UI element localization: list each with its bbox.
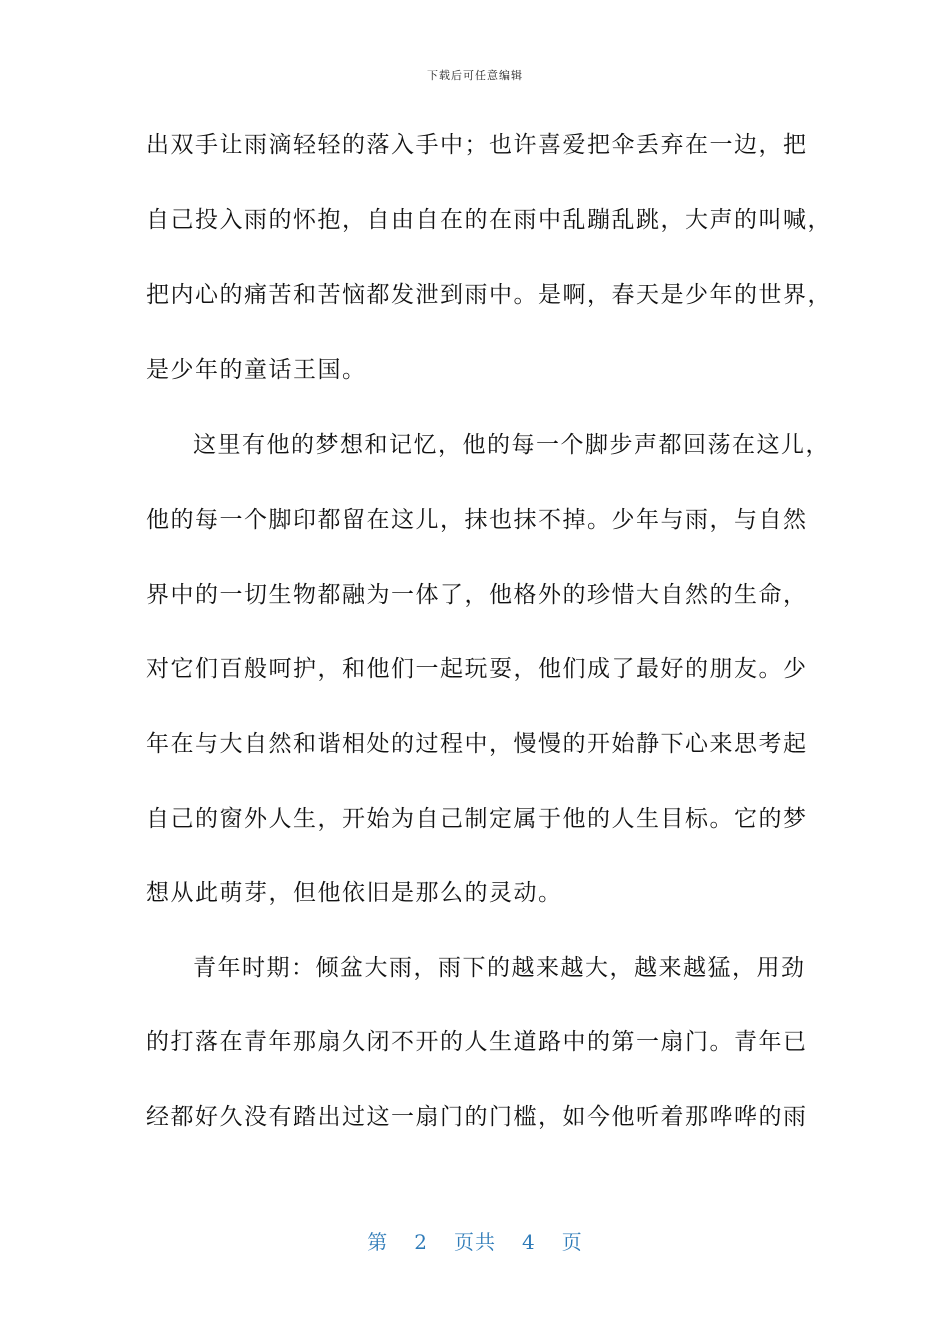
text-line: 自己的窗外人生，开始为自己制定属于他的人生目标。它的梦 [146, 806, 808, 832]
text-line: 对它们百般呵护，和他们一起玩耍，他们成了最好的朋友。少 [146, 656, 808, 682]
text-line: 这里有他的梦想和记忆，他的每一个脚步声都回荡在这儿， [193, 432, 830, 458]
text-line: 出双手让雨滴轻轻的落入手中；也许喜爱把伞丢弃在一边，把 [146, 132, 808, 158]
text-line: 把内心的痛苦和苦恼都发泄到雨中。是啊，春天是少年的世界， [146, 282, 832, 308]
page-total: 4 [522, 1230, 536, 1254]
header-note: 下载后可任意编辑 [427, 69, 523, 82]
text-line: 的打落在青年那扇久闭不开的人生道路中的第一扇门。青年已 [146, 1029, 808, 1055]
page-prefix: 第 [367, 1230, 389, 1254]
text-line: 他的每一个脚印都留在这儿，抹也抹不掉。少年与雨，与自然 [146, 507, 808, 533]
text-line: 自己投入雨的怀抱，自由自在的在雨中乱蹦乱跳，大声的叫喊， [146, 207, 832, 233]
text-line: 青年时期：倾盆大雨，雨下的越来越大，越来越猛，用劲 [193, 955, 806, 981]
page-footer [0, 1226, 950, 1255]
text-line: 是少年的童话王国。 [146, 357, 367, 383]
text-line: 年在与大自然和谐相处的过程中，慢慢的开始静下心来思考起 [146, 731, 808, 757]
text-line: 经都好久没有踏出过这一扇门的门槛，如今他听着那哗哗的雨 [146, 1104, 808, 1130]
page-number: 2 [414, 1230, 428, 1254]
page-mid: 页共 [454, 1230, 496, 1254]
page-suffix: 页 [561, 1230, 583, 1254]
text-line: 界中的一切生物都融为一体了，他格外的珍惜大自然的生命， [146, 582, 808, 608]
text-line: 想从此萌芽，但他依旧是那么的灵动。 [146, 880, 563, 906]
